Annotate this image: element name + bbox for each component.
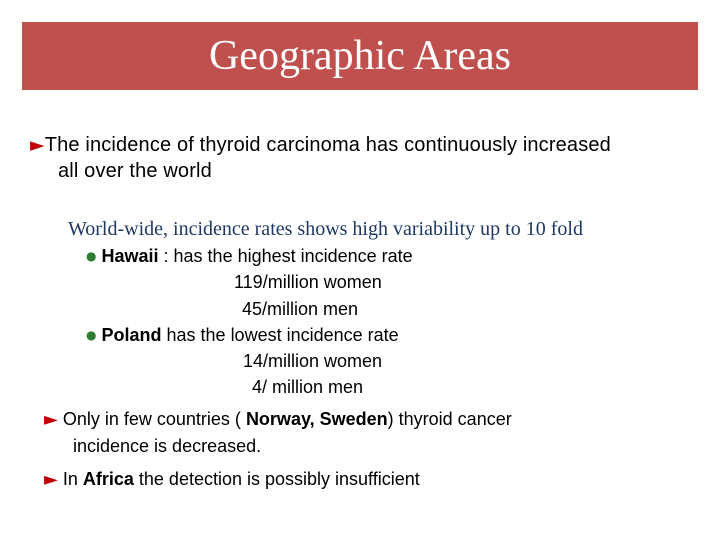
lowest-bullet (86, 325, 399, 346)
arrow-bullet-icon: ► (30, 134, 45, 156)
decreased-pre: Only in few countries ( (62, 409, 246, 429)
intro-line-1: The incidence of thyroid carcinoma has continuously increased (44, 134, 611, 156)
highest-place: Hawaii (101, 246, 159, 266)
arrow-bullet-icon: ► (44, 469, 58, 490)
lowest-women: 14/million women (243, 351, 383, 371)
arrow-bullet-icon: ► (44, 409, 58, 430)
decreased-line-2: incidence is decreased. (73, 436, 262, 456)
decreased-post: ) thyroid cancer (387, 409, 512, 429)
title-bar (22, 22, 698, 90)
africa-post: the detection is possibly insufficient (133, 469, 420, 489)
africa-pre: In (62, 469, 83, 489)
lowest-place: Poland (101, 325, 162, 345)
subheading: World-wide, incidence rates shows high variability up to 10 fold (68, 218, 583, 240)
highest-bullet (86, 246, 413, 267)
dot-bullet-icon: ● (86, 328, 97, 342)
dot-bullet-icon: ● (86, 249, 97, 263)
intro-bullet (30, 134, 611, 157)
slide-title: Geographic Areas (208, 33, 512, 79)
africa-bullet (44, 469, 420, 490)
lowest-text: has the lowest incidence rate (161, 325, 399, 345)
decreased-bullet (44, 409, 512, 430)
africa-place: Africa (82, 469, 134, 489)
highest-women: 119/million women (234, 272, 382, 292)
highest-text: : has the highest incidence rate (158, 246, 413, 266)
lowest-men: 4/ million men (252, 377, 364, 397)
highest-men: 45/million men (242, 299, 359, 319)
intro-line-2: all over the world (58, 160, 212, 182)
decreased-countries: Norway, Sweden (245, 409, 388, 429)
